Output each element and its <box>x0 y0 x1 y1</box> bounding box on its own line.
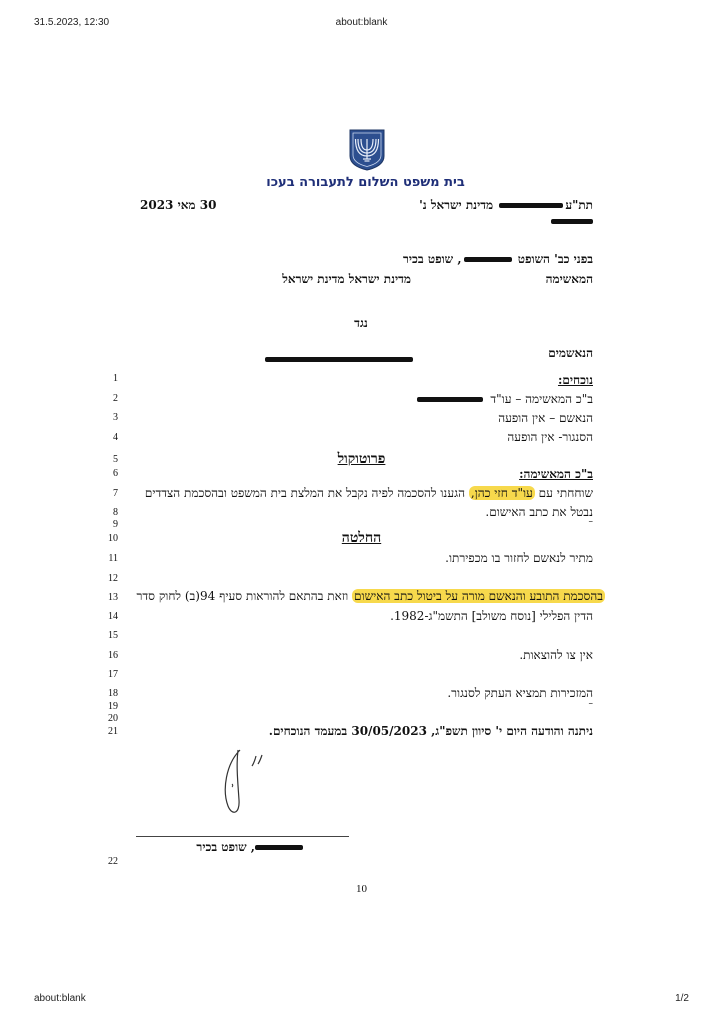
state-emblem-icon <box>347 128 387 172</box>
redacted-prosecutor-name <box>417 397 483 402</box>
decision-line-5: המזכירות תמציא העתק לסנגור. <box>447 686 593 700</box>
redacted-defendant-name <box>265 357 413 362</box>
line-number: 14 <box>108 611 118 622</box>
print-page-indicator: 1/2 <box>675 993 689 1004</box>
redacted-case-number <box>499 203 563 208</box>
signature-caption: , שופט בכיר <box>196 840 303 855</box>
redacted-case-suffix <box>551 219 593 224</box>
prosecution-name: מדינת ישראל מדינת ישראל <box>282 272 411 286</box>
line-number: 2 <box>113 393 118 404</box>
line-number: 8 <box>113 507 118 518</box>
line-number: 13 <box>108 592 118 603</box>
case-number-line-2 <box>551 214 593 228</box>
protocol-line-2: נבטל את כתב האישום. <box>485 505 593 519</box>
line-number: 17 <box>108 669 118 680</box>
protocol-speaker: ב"כ המאשימה: <box>519 467 593 481</box>
present-defense: הסנגור- אין הופעה <box>507 430 593 444</box>
case-date: 30 מאי 2023 <box>140 198 217 212</box>
decision-line-4: אין צו להוצאות. <box>519 648 593 662</box>
line-number: 16 <box>108 650 118 661</box>
protocol-title: פרוטוקול <box>337 451 386 467</box>
defendants-label: הנאשמים <box>548 346 593 360</box>
case-number: תת"ע מדינת ישראל נ' <box>419 198 593 212</box>
line-number: 3 <box>113 412 118 423</box>
highlight-cancel-indictment: בהסכמת התובע והנאשם מורה על ביטול כתב האישום <box>354 589 603 603</box>
redacted-judge-name <box>464 257 512 262</box>
judge-signature-icon <box>212 744 272 820</box>
print-datetime: 31.5.2023, 12:30 <box>34 17 110 28</box>
redacted-signature-name <box>255 845 303 850</box>
defendants-name <box>265 349 413 368</box>
line-number: 11 <box>108 553 118 564</box>
print-footer-url: about:blank <box>34 993 86 1004</box>
page-number: 10 <box>356 883 367 895</box>
signature-line <box>136 836 349 837</box>
line-number: 21 <box>108 726 118 737</box>
decision-title: החלטה <box>341 530 382 546</box>
versus-label: נגד <box>354 316 368 330</box>
decision-dash: – <box>588 699 593 709</box>
line-number: 9 <box>113 519 118 530</box>
line-number: 15 <box>108 630 118 641</box>
line-number: 19 <box>108 701 118 712</box>
line-number: 20 <box>108 713 118 724</box>
decision-line-1: מתיר לנאשם לחזור בו מכפירתו. <box>445 551 593 565</box>
highlight-attorney: עו"ד חזי כהן, <box>470 486 533 500</box>
present-defendant: הנאשם – אין הופעה <box>498 411 593 425</box>
decision-line-3: הדין הפלילי [נוסח משולב] התשמ"ג-1982. <box>390 609 593 623</box>
line-number: 10 <box>108 533 118 544</box>
protocol-dash: – <box>588 517 593 527</box>
decision-line-2: בהסכמת התובע והנאשם מורה על ביטול כתב האישום וזאת בהתאם להוראות סעיף 94(ב) לחוק סדר <box>136 589 603 603</box>
line-number: 18 <box>108 688 118 699</box>
before-judge: בפני כב' השופט , שופט בכיר <box>402 252 593 266</box>
present-prosecution-rep: ב"כ המאשימה – עו"ד <box>417 392 593 407</box>
line-number: 1 <box>113 373 118 384</box>
line-number: 22 <box>108 856 118 867</box>
line-number: 7 <box>113 488 118 499</box>
court-name: בית משפט השלום לתעבורה בעכו <box>266 175 465 190</box>
line-number: 5 <box>113 454 118 465</box>
line-number: 6 <box>113 468 118 479</box>
decision-issued: ניתנה והודעה היום י' סיוון תשפ"ג, 30/05/2023 במעמד הנוכחים. <box>268 724 593 738</box>
line-number: 4 <box>113 432 118 443</box>
line-number: 12 <box>108 573 118 584</box>
prosecution-label: המאשימה <box>545 272 593 286</box>
present-heading: נוכחים: <box>557 373 593 387</box>
protocol-line-1: שוחחתי עם עו"ד חזי כהן, הגענו להסכמה לפיה נקבל את המלצת בית המשפט ובהסכמת הצדדים <box>144 486 593 500</box>
print-title: about:blank <box>335 17 388 28</box>
